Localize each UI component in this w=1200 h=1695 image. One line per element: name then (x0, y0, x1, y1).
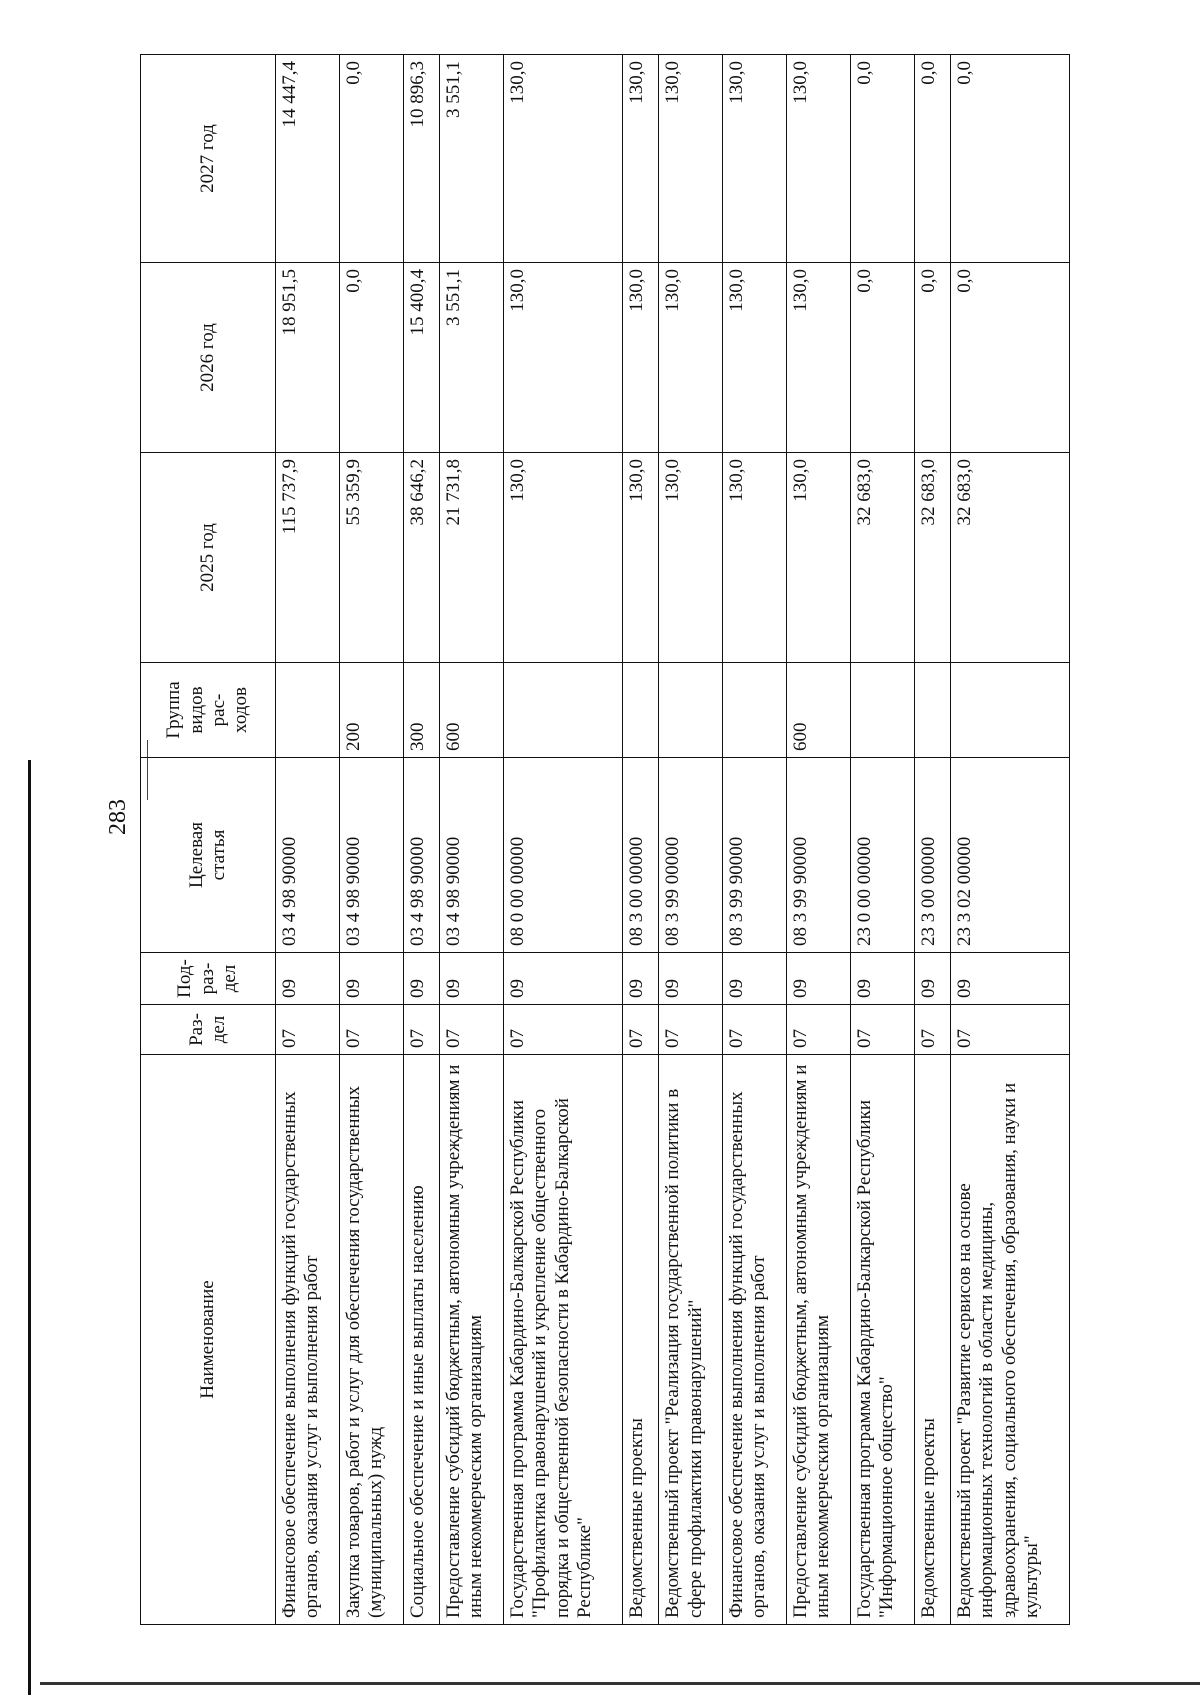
cell-podrazdel: 09 (950, 953, 1069, 1005)
cell-name: Ведомственные проекты (914, 1055, 950, 1625)
cell-razdel: 07 (850, 1005, 914, 1055)
cell-gruppa: 300 (403, 663, 439, 758)
table-row (950, 55, 1069, 1625)
cell-y2026: 0,0 (950, 263, 1069, 453)
cell-podrazdel: 09 (723, 953, 787, 1005)
cell-razdel: 07 (439, 1005, 503, 1055)
cell-y2025: 32 683,0 (950, 453, 1069, 663)
cell-name: Закупка товаров, работ и услуг для обеспечения государственных (муниципальных) нужд (339, 1055, 403, 1625)
header-2026: 2026 год (141, 263, 276, 453)
table-row (339, 55, 403, 1625)
cell-y2027: 0,0 (950, 55, 1069, 263)
cell-y2025: 130,0 (659, 453, 723, 663)
cell-y2025: 21 731,8 (439, 453, 503, 663)
cell-podrazdel: 09 (914, 953, 950, 1005)
cell-celevaya: 08 0 00 00000 (503, 758, 622, 953)
header-name: Наименование (141, 1055, 276, 1625)
cell-name: Финансовое обеспечение выполнения функций государственных органов, оказания услуг и выполнения работ (276, 1055, 340, 1625)
cell-y2027: 0,0 (850, 55, 914, 263)
cell-y2026: 0,0 (914, 263, 950, 453)
cell-gruppa: 200 (339, 663, 403, 758)
cell-razdel: 07 (950, 1005, 1069, 1055)
cell-y2026: 130,0 (786, 263, 850, 453)
cell-y2027: 130,0 (659, 55, 723, 263)
cell-name: Ведомственный проект "Развитие сервисов на основе информационных технологий в области медицины, здравоохранения, социального обеспечения, образования, науки и культуры" (950, 1055, 1069, 1625)
cell-y2025: 130,0 (723, 453, 787, 663)
cell-celevaya: 03 4 98 90000 (439, 758, 503, 953)
cell-celevaya: 08 3 99 00000 (659, 758, 723, 953)
table-row (276, 55, 340, 1625)
cell-y2027: 0,0 (339, 55, 403, 263)
cell-razdel: 07 (723, 1005, 787, 1055)
scan-edge-bottom (40, 1682, 1200, 1685)
cell-razdel: 07 (622, 1005, 658, 1055)
table-header-row (141, 55, 276, 1625)
cell-name: Социальное обеспечение и иные выплаты населению (403, 1055, 439, 1625)
table-row (850, 55, 914, 1625)
cell-podrazdel: 09 (622, 953, 658, 1005)
cell-celevaya: 03 4 98 90000 (339, 758, 403, 953)
cell-y2026: 130,0 (503, 263, 622, 453)
cell-razdel: 07 (503, 1005, 622, 1055)
page-number: 283 (105, 799, 131, 835)
cell-y2025: 32 683,0 (914, 453, 950, 663)
cell-celevaya: 08 3 99 90000 (786, 758, 850, 953)
cell-podrazdel: 09 (850, 953, 914, 1005)
header-2027: 2027 год (141, 55, 276, 263)
cell-y2025: 130,0 (622, 453, 658, 663)
header-podrazdel: Под- раз- дел (141, 953, 276, 1005)
table-row (723, 55, 787, 1625)
header-2025: 2025 год (141, 453, 276, 663)
cell-celevaya: 03 4 98 90000 (403, 758, 439, 953)
cell-razdel: 07 (786, 1005, 850, 1055)
table-row (503, 55, 622, 1625)
header-celevaya: Целевая статья (141, 758, 276, 953)
table-row (403, 55, 439, 1625)
cell-podrazdel: 09 (276, 953, 340, 1005)
cell-y2027: 130,0 (622, 55, 658, 263)
cell-razdel: 07 (339, 1005, 403, 1055)
cell-y2027: 130,0 (723, 55, 787, 263)
cell-podrazdel: 09 (339, 953, 403, 1005)
cell-gruppa (723, 663, 787, 758)
cell-name: Государственная программа Кабардино-Балкарской Республики "Информационное общество" (850, 1055, 914, 1625)
cell-y2025: 38 646,2 (403, 453, 439, 663)
table-body (276, 55, 1070, 1625)
table-row (914, 55, 950, 1625)
cell-podrazdel: 09 (503, 953, 622, 1005)
cell-y2027: 14 447,4 (276, 55, 340, 263)
cell-name: Предоставление субсидий бюджетным, автономным учреждениям и иным некоммерческим организациям (786, 1055, 850, 1625)
table-row (786, 55, 850, 1625)
cell-gruppa (503, 663, 622, 758)
cell-celevaya: 23 3 02 00000 (950, 758, 1069, 953)
cell-gruppa: 600 (439, 663, 503, 758)
cell-y2025: 32 683,0 (850, 453, 914, 663)
header-razdel: Раз- дел (141, 1005, 276, 1055)
cell-gruppa (276, 663, 340, 758)
cell-gruppa (950, 663, 1069, 758)
cell-podrazdel: 09 (786, 953, 850, 1005)
cell-y2025: 115 737,9 (276, 453, 340, 663)
cell-razdel: 07 (403, 1005, 439, 1055)
cell-razdel: 07 (659, 1005, 723, 1055)
cell-y2026: 3 551,1 (439, 263, 503, 453)
cell-celevaya: 23 0 00 00000 (850, 758, 914, 953)
cell-y2025: 130,0 (786, 453, 850, 663)
cell-y2027: 0,0 (914, 55, 950, 263)
cell-y2025: 55 359,9 (339, 453, 403, 663)
table-row (622, 55, 658, 1625)
cell-celevaya: 08 3 00 00000 (622, 758, 658, 953)
cell-gruppa: 600 (786, 663, 850, 758)
cell-podrazdel: 09 (659, 953, 723, 1005)
cell-y2026: 130,0 (622, 263, 658, 453)
cell-razdel: 07 (914, 1005, 950, 1055)
cell-celevaya: 08 3 99 90000 (723, 758, 787, 953)
rotated-table-container (140, 55, 1070, 1625)
cell-name: Ведомственный проект "Реализация государственной политики в сфере профилактики правонарушений" (659, 1055, 723, 1625)
cell-name: Ведомственные проекты (622, 1055, 658, 1625)
cell-y2026: 15 400,4 (403, 263, 439, 453)
scan-edge-left (28, 760, 31, 1695)
cell-name: Государственная программа Кабардино-Балкарской Республики "Профилактика правонарушений и укрепление общественного порядка и общественной безопасности в Кабардино-Балкарской Республике" (503, 1055, 622, 1625)
budget-table (140, 54, 1070, 1625)
cell-y2026: 18 951,5 (276, 263, 340, 453)
cell-gruppa (850, 663, 914, 758)
header-gruppa: Группа видов рас- ходов (141, 663, 276, 758)
cell-podrazdel: 09 (403, 953, 439, 1005)
cell-y2025: 130,0 (503, 453, 622, 663)
cell-razdel: 07 (276, 1005, 340, 1055)
cell-y2026: 130,0 (723, 263, 787, 453)
cell-y2026: 0,0 (339, 263, 403, 453)
table-row (659, 55, 723, 1625)
cell-celevaya: 03 4 98 90000 (276, 758, 340, 953)
cell-y2027: 3 551,1 (439, 55, 503, 263)
cell-celevaya: 23 3 00 00000 (914, 758, 950, 953)
table-row (439, 55, 503, 1625)
cell-y2027: 130,0 (786, 55, 850, 263)
cell-gruppa (914, 663, 950, 758)
cell-y2026: 130,0 (659, 263, 723, 453)
cell-y2027: 130,0 (503, 55, 622, 263)
cell-y2027: 10 896,3 (403, 55, 439, 263)
cell-name: Финансовое обеспечение выполнения функций государственных органов, оказания услуг и выполнения работ (723, 1055, 787, 1625)
cell-podrazdel: 09 (439, 953, 503, 1005)
cell-name: Предоставление субсидий бюджетным, автономным учреждениям и иным некоммерческим организациям (439, 1055, 503, 1625)
cell-gruppa (622, 663, 658, 758)
cell-y2026: 0,0 (850, 263, 914, 453)
cell-gruppa (659, 663, 723, 758)
